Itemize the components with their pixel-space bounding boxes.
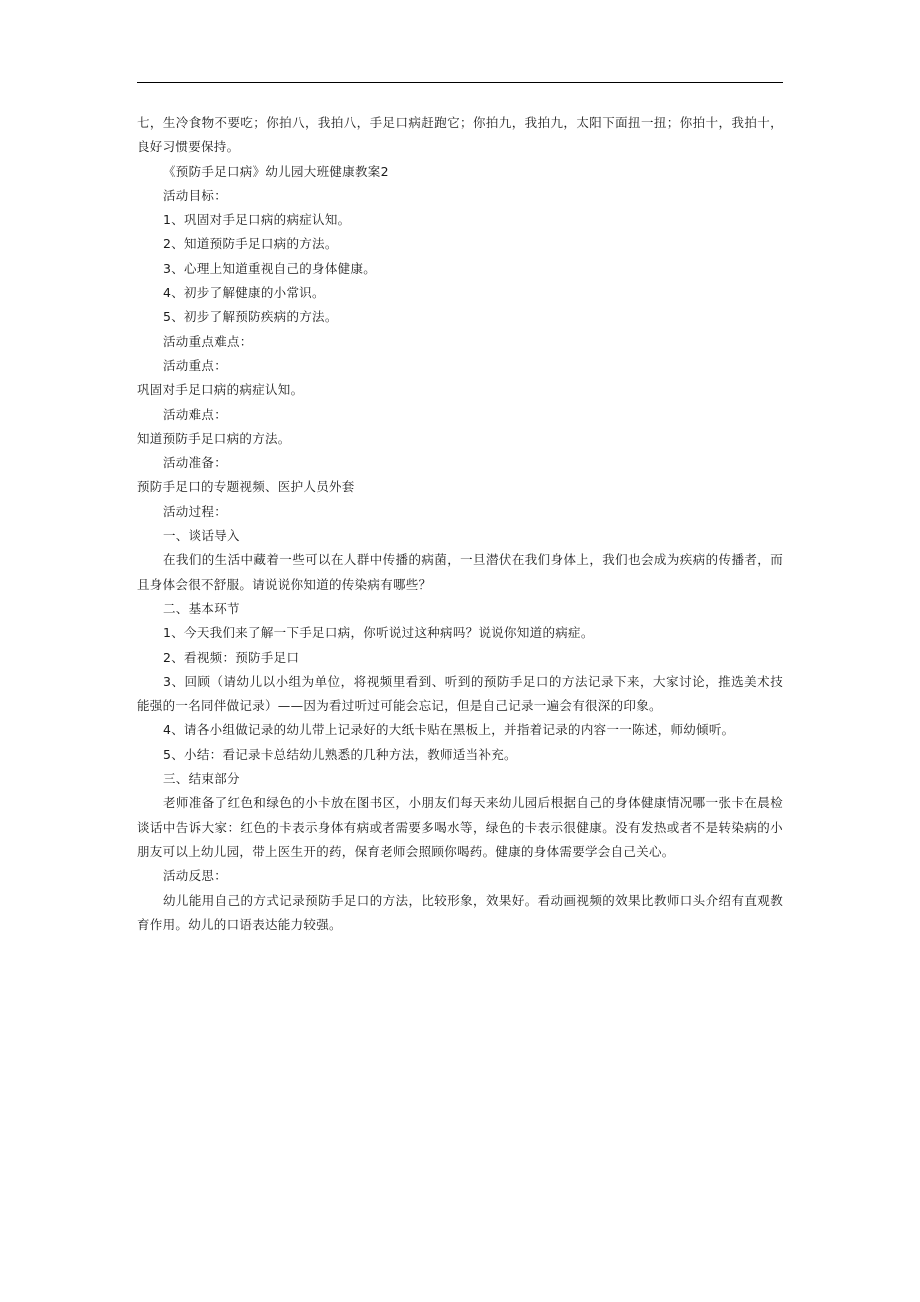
paragraph: 巩固对手足口病的病症认知。 [137, 382, 304, 398]
document-body [137, 111, 783, 937]
paragraph: 预防手足口的专题视频、医护人员外套 [137, 479, 355, 495]
paragraph: 4、初步了解健康的小常识。 [163, 285, 325, 301]
paragraph: 一、谈话导入 [163, 528, 240, 544]
paragraph: 《预防手足口病》幼儿园大班健康教案2 [163, 163, 389, 179]
paragraph: 5、小结：看记录卡总结幼儿熟悉的几种方法，教师适当补充。 [163, 746, 517, 762]
paragraph: 知道预防手足口病的方法。 [137, 430, 291, 446]
paragraph: 活动重点难点： [163, 333, 253, 349]
paragraph: 活动难点： [163, 406, 228, 422]
header-rule [137, 82, 783, 83]
paragraph: 活动准备： [163, 455, 228, 471]
paragraph: 活动反思： [163, 868, 228, 884]
paragraph: 老师准备了红色和绿色的小卡放在图书区，小朋友们每天来幼儿园后根据自己的身体健康情况哪一张卡在晨检谈话中告诉大家：红色的卡表示身体有病或者需要多喝水等，绿色的卡表示很健康。没有发热或者不是转染病的小朋友可以上幼儿园，带上医生开的药，保育老师会照顾你喝药。健康的身体需要学会自己关心。 [137, 795, 783, 859]
paragraph: 活动重点： [163, 357, 228, 373]
paragraph: 七，生冷食物不要吃；你拍八，我拍八，手足口病赶跑它；你拍九，我拍九，太阳下面扭一扭；你拍十，我拍十，良好习惯要保持。 [137, 115, 783, 155]
paragraph: 1、巩固对手足口病的病症认知。 [163, 212, 351, 228]
paragraph: 幼儿能用自己的方式记录预防手足口的方法，比较形象，效果好。看动画视频的效果比教师口头介绍有直观教育作用。幼儿的口语表达能力较强。 [137, 892, 783, 932]
paragraph: 二、基本环节 [163, 600, 240, 616]
paragraph: 活动过程： [163, 503, 228, 519]
paragraph: 5、初步了解预防疾病的方法。 [163, 309, 338, 325]
paragraph: 2、看视频：预防手足口 [163, 649, 300, 665]
paragraph: 2、知道预防手足口病的方法。 [163, 236, 338, 252]
paragraph: 在我们的生活中藏着一些可以在人群中传播的病菌，一旦潜伏在我们身体上，我们也会成为疾病的传播者，而且身体会很不舒服。请说说你知道的传染病有哪些？ [137, 552, 783, 592]
paragraph: 三、结束部分 [163, 771, 240, 787]
paragraph: 3、心理上知道重视自己的身体健康。 [163, 260, 377, 276]
paragraph: 活动目标： [163, 187, 228, 203]
paragraph: 4、请各小组做记录的幼儿带上记录好的大纸卡贴在黑板上，并指着记录的内容一一陈述，师幼倾听。 [163, 722, 735, 738]
paragraph: 3、回顾（请幼儿以小组为单位，将视频里看到、听到的预防手足口的方法记录下来，大家讨论，推选美术技能强的一名同伴做记录）——因为看过听过可能会忘记，但是自己记录一遍会有很深的印象。 [137, 673, 783, 714]
paragraph: 1、今天我们来了解一下手足口病，你听说过这种病吗？说说你知道的病症。 [163, 625, 594, 641]
